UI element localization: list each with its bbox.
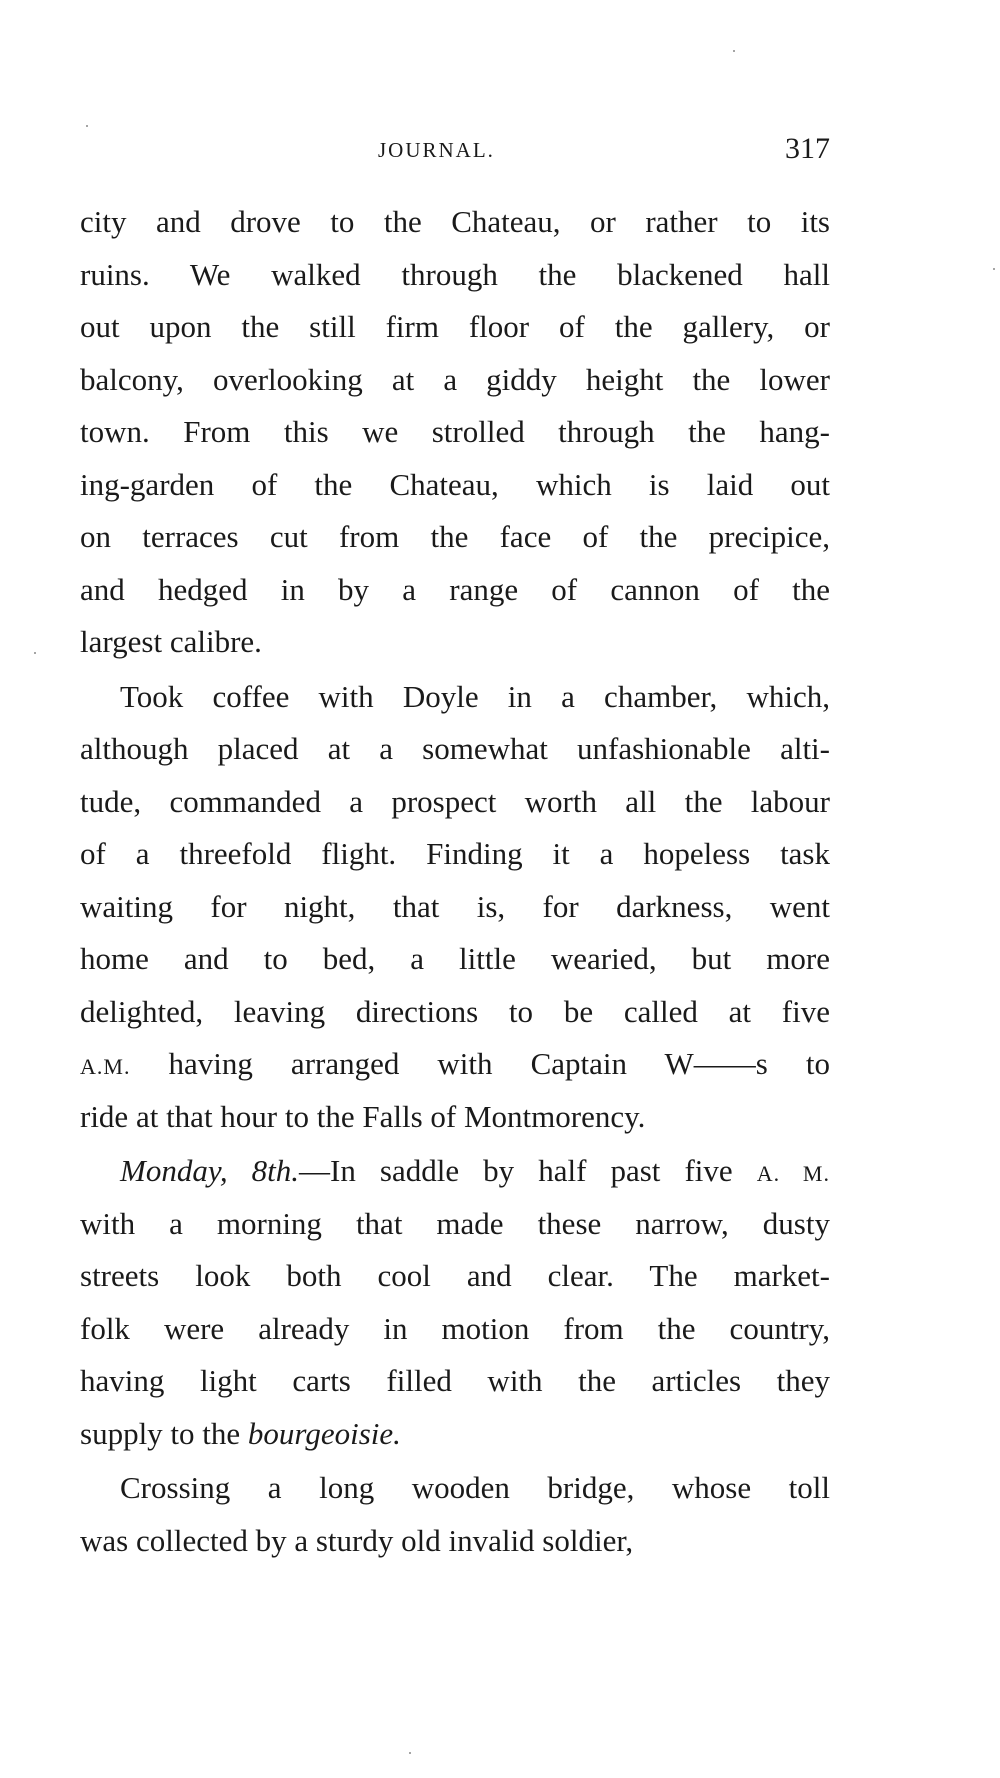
text-line [80, 671, 830, 724]
text-line [80, 406, 830, 459]
text-segment: supply to the [80, 1415, 248, 1451]
paragraph [80, 1462, 830, 1567]
paragraph [80, 671, 830, 1144]
running-head [80, 132, 830, 172]
text-segment: having light carts filled with the articles they [80, 1363, 830, 1398]
text-segment: home and to bed, a little wearied, but more [80, 941, 830, 976]
text-segment: out upon the still firm floor of the gallery, or [80, 309, 830, 344]
text-segment: waiting for night, that is, for darkness, went [80, 888, 830, 924]
text-segment: delighted, leaving directions to be called at five [80, 993, 830, 1029]
text-line [80, 354, 830, 407]
text-line [80, 1355, 830, 1408]
text-segment: with a morning that made these narrow, dusty [80, 1205, 830, 1241]
text-segment: of a threefold flight. Finding it a hopeless task [80, 836, 830, 871]
text-segment: streets look both cool and clear. The market- [80, 1258, 830, 1293]
text-line [80, 933, 830, 986]
text-segment: largest calibre. [80, 624, 262, 659]
text-line [80, 1038, 830, 1091]
text-segment: ing-garden of the Chateau, which is laid out [80, 466, 830, 502]
text-segment: on terraces cut from the face of the precipice, [80, 519, 830, 554]
page-number: 317 [785, 132, 830, 165]
paper-speck [993, 268, 995, 270]
running-title: JOURNAL. [378, 138, 495, 162]
text-segment: tude, commanded a prospect worth all the labour [80, 783, 830, 819]
text-line [80, 1408, 830, 1461]
text-segment: and hedged in by a range of cannon of the [80, 571, 830, 607]
paragraph [80, 1145, 830, 1460]
text-line [80, 776, 830, 829]
paper-speck [733, 50, 735, 52]
text-segment: having arranged with Captain W——s to [130, 1046, 830, 1081]
paragraph [80, 196, 830, 669]
text-segment: balcony, overlooking at a giddy height the lower [80, 361, 830, 397]
text-segment: —In saddle by half past five [299, 1153, 757, 1188]
paper-speck [34, 652, 36, 654]
text-line [80, 828, 830, 881]
text-line [80, 881, 830, 934]
text-segment: was collected by a sturdy old invalid soldier, [80, 1522, 634, 1558]
paper-speck [409, 1752, 411, 1754]
text-segment: although placed at a somewhat unfashionable alti- [80, 731, 830, 766]
italic-text: Monday, 8th. [120, 1153, 300, 1188]
text-segment: ruins. We walked through the blackened hall [80, 256, 830, 292]
text-line [80, 1198, 830, 1251]
text-line [80, 1303, 830, 1356]
text-line [80, 616, 830, 669]
text-line [80, 511, 830, 564]
text-segment: Took coffee with Doyle in a chamber, which, [120, 678, 830, 714]
text-segment: city and drove to the Chateau, or rather to its [80, 204, 830, 239]
text-segment: Crossing a long wooden bridge, whose toll [120, 1470, 830, 1505]
text-line [80, 986, 830, 1039]
body-text [80, 196, 830, 1567]
text-segment: folk were already in motion from the country, [80, 1310, 830, 1346]
text-line [80, 564, 830, 617]
text-segment: ride at that hour to the Falls of Montmorency. [80, 1098, 646, 1134]
text-line [80, 1145, 830, 1198]
text-segment: town. From this we strolled through the hang- [80, 414, 830, 449]
small-caps-text: A. M. [756, 1161, 830, 1186]
text-line [80, 1091, 830, 1144]
text-line [80, 1515, 830, 1568]
text-line [80, 1462, 830, 1515]
text-line [80, 1250, 830, 1303]
text-line [80, 301, 830, 354]
text-line [80, 459, 830, 512]
small-caps-text: A.M. [80, 1054, 131, 1079]
text-line [80, 196, 830, 249]
text-line [80, 249, 830, 302]
text-line [80, 723, 830, 776]
italic-text: bourgeoisie. [247, 1415, 401, 1451]
paper-speck [86, 125, 88, 127]
